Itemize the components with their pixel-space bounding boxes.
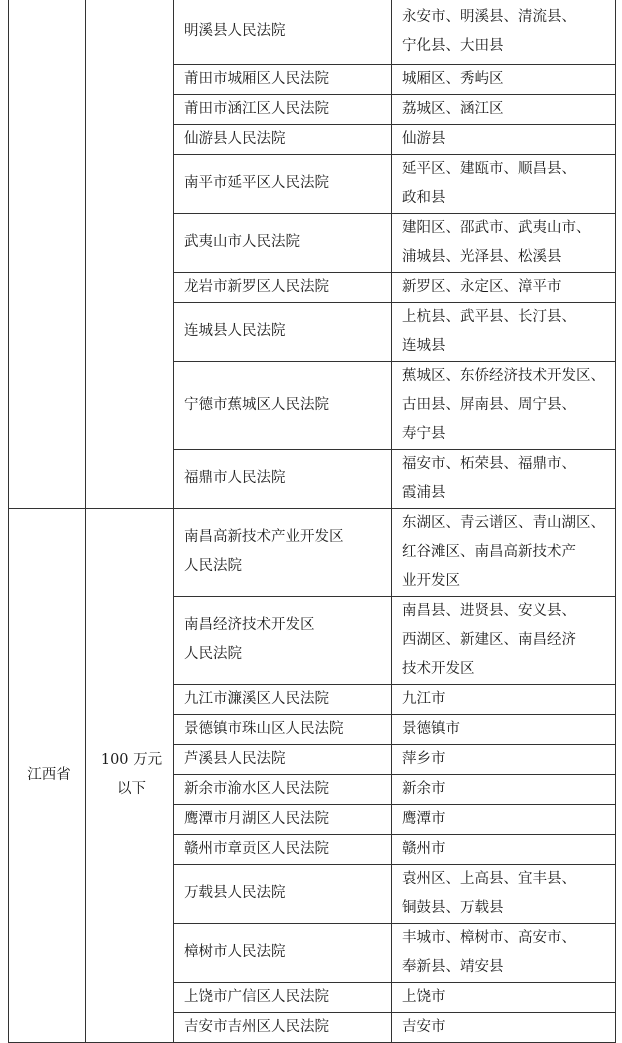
court-name-cell <box>174 714 392 744</box>
jurisdiction-area-cell <box>392 1012 616 1042</box>
jurisdiction-area-cell <box>392 154 616 213</box>
text-line: 上饶市广信区人民法院 <box>184 988 329 1005</box>
text-line: 建阳区、邵武市、武夷山市、 <box>402 219 591 236</box>
text-line: 西湖区、新建区、南昌经济 <box>402 631 576 648</box>
text-line: 袁州区、上高县、宜丰县、 <box>402 870 576 887</box>
text-line: 铜鼓县、万载县 <box>402 899 504 916</box>
text-line: 延平区、建瓯市、顺昌县、 <box>402 160 576 177</box>
jurisdiction-area-cell <box>392 272 616 302</box>
jurisdiction-area-cell <box>392 302 616 361</box>
court-name-cell <box>174 213 392 272</box>
text-line: 古田县、屏南县、周宁县、 <box>402 396 576 413</box>
text-line: 100 万元 <box>100 752 163 768</box>
court-name-cell <box>174 982 392 1012</box>
court-name-cell <box>174 596 392 684</box>
court-name-cell <box>174 684 392 714</box>
text-line: 景德镇市珠山区人民法院 <box>184 720 344 737</box>
text-line: 奉新县、靖安县 <box>402 958 504 975</box>
text-line: 霞浦县 <box>402 484 446 501</box>
text-line: 上饶市 <box>402 988 446 1005</box>
text-line: 寿宁县 <box>402 425 446 442</box>
jurisdiction-area-cell <box>392 744 616 774</box>
text-line: 芦溪县人民法院 <box>184 750 286 767</box>
text-line: 武夷山市人民法院 <box>184 234 300 250</box>
text-line: 宁德市蕉城区人民法院 <box>184 396 329 413</box>
jurisdiction-area-cell <box>392 982 616 1012</box>
jurisdiction-area-cell <box>392 923 616 982</box>
court-name-cell <box>174 272 392 302</box>
court-name-cell <box>174 64 392 94</box>
jurisdiction-area-cell <box>392 64 616 94</box>
table-row <box>9 508 616 596</box>
text-line: 南平市延平区人民法院 <box>184 175 329 191</box>
jurisdiction-area-cell <box>392 124 616 154</box>
jurisdiction-area-cell <box>392 0 616 64</box>
court-name-cell <box>174 94 392 124</box>
court-name-cell <box>174 804 392 834</box>
text-line: 宁化县、大田县 <box>402 37 504 54</box>
court-name-cell <box>174 834 392 864</box>
amount-cell <box>86 0 174 508</box>
court-name-cell <box>174 0 392 64</box>
jurisdiction-area-cell <box>392 834 616 864</box>
text-line: 萍乡市 <box>402 750 446 767</box>
jurisdiction-area-cell <box>392 774 616 804</box>
text-line: 荔城区、涵江区 <box>402 100 504 117</box>
court-name-cell <box>174 508 392 596</box>
court-name-cell <box>174 449 392 508</box>
text-line: 鹰潭市月湖区人民法院 <box>184 810 329 827</box>
text-line: 仙游县人民法院 <box>184 130 286 147</box>
court-name-cell <box>174 361 392 449</box>
text-line: 新余市 <box>402 780 446 797</box>
court-name-cell <box>174 302 392 361</box>
jurisdiction-area-cell <box>392 684 616 714</box>
table-row <box>9 0 616 64</box>
text-line: 南昌县、进贤县、安义县、 <box>402 602 576 619</box>
text-line: 万载县人民法院 <box>184 885 286 901</box>
province-cell <box>9 0 86 508</box>
text-line: 连城县 <box>402 337 446 354</box>
text-line: 九江市 <box>402 690 446 707</box>
text-line: 明溪县人民法院 <box>184 23 286 40</box>
court-name-cell <box>174 923 392 982</box>
text-line: 赣州市章贡区人民法院 <box>184 840 329 857</box>
text-line: 连城县人民法院 <box>184 323 286 339</box>
jurisdiction-area-cell <box>392 449 616 508</box>
text-line: 上杭县、武平县、长汀县、 <box>402 308 576 325</box>
text-line: 丰城市、樟树市、高安市、 <box>402 929 576 946</box>
amount-cell <box>86 508 174 1042</box>
text-line: 以下 <box>117 781 146 797</box>
text-line: 南昌高新技术产业开发区 <box>184 529 344 545</box>
text-line: 浦城县、光泽县、松溪县 <box>402 248 562 265</box>
text-line: 政和县 <box>402 189 446 206</box>
jurisdiction-area-cell <box>392 864 616 923</box>
text-line: 新余市渝水区人民法院 <box>184 780 329 797</box>
text-line: 技术开发区 <box>402 660 475 677</box>
text-line: 赣州市 <box>402 840 446 857</box>
text-line: 蕉城区、东侨经济技术开发区、 <box>402 367 605 384</box>
text-line: 吉安市 <box>402 1018 446 1035</box>
court-name-cell <box>174 1012 392 1042</box>
text-line: 九江市濂溪区人民法院 <box>184 690 329 707</box>
court-name-cell <box>174 744 392 774</box>
text-line: 鹰潭市 <box>402 810 446 827</box>
text-line: 景德镇市 <box>402 720 460 737</box>
text-line: 莆田市涵江区人民法院 <box>184 100 329 117</box>
court-name-cell <box>174 864 392 923</box>
jurisdiction-area-cell <box>392 213 616 272</box>
jurisdiction-area-cell <box>392 596 616 684</box>
text-line: 人民法院 <box>184 646 242 662</box>
text-line: 新罗区、永定区、漳平市 <box>402 278 562 295</box>
text-line: 龙岩市新罗区人民法院 <box>184 278 329 295</box>
jurisdiction-area-cell <box>392 508 616 596</box>
text-line: 南昌经济技术开发区 <box>184 617 315 633</box>
text-line: 吉安市吉州区人民法院 <box>184 1018 329 1035</box>
text-line: 福鼎市人民法院 <box>184 470 286 486</box>
jurisdiction-area-cell <box>392 804 616 834</box>
text-line: 永安市、明溪县、清流县、 <box>402 8 576 25</box>
text-line: 莆田市城厢区人民法院 <box>184 70 329 87</box>
text-line: 红谷滩区、南昌高新技术产 <box>402 543 576 560</box>
court-name-cell <box>174 774 392 804</box>
text-line: 仙游县 <box>402 130 446 147</box>
jurisdiction-area-cell <box>392 714 616 744</box>
jurisdiction-area-cell <box>392 361 616 449</box>
text-line: 人民法院 <box>184 558 242 574</box>
text-line: 东湖区、青云谱区、青山湖区、 <box>402 514 605 531</box>
jurisdiction-table <box>8 0 616 1043</box>
jurisdiction-area-cell <box>392 94 616 124</box>
province-cell <box>9 508 86 1042</box>
court-name-cell <box>174 154 392 213</box>
province-label: 江西省 <box>27 766 71 783</box>
court-name-cell <box>174 124 392 154</box>
text-line: 城厢区、秀屿区 <box>402 70 504 87</box>
text-line: 福安市、柘荣县、福鼎市、 <box>402 455 576 472</box>
text-line: 业开发区 <box>402 572 460 589</box>
text-line: 樟树市人民法院 <box>184 944 286 960</box>
